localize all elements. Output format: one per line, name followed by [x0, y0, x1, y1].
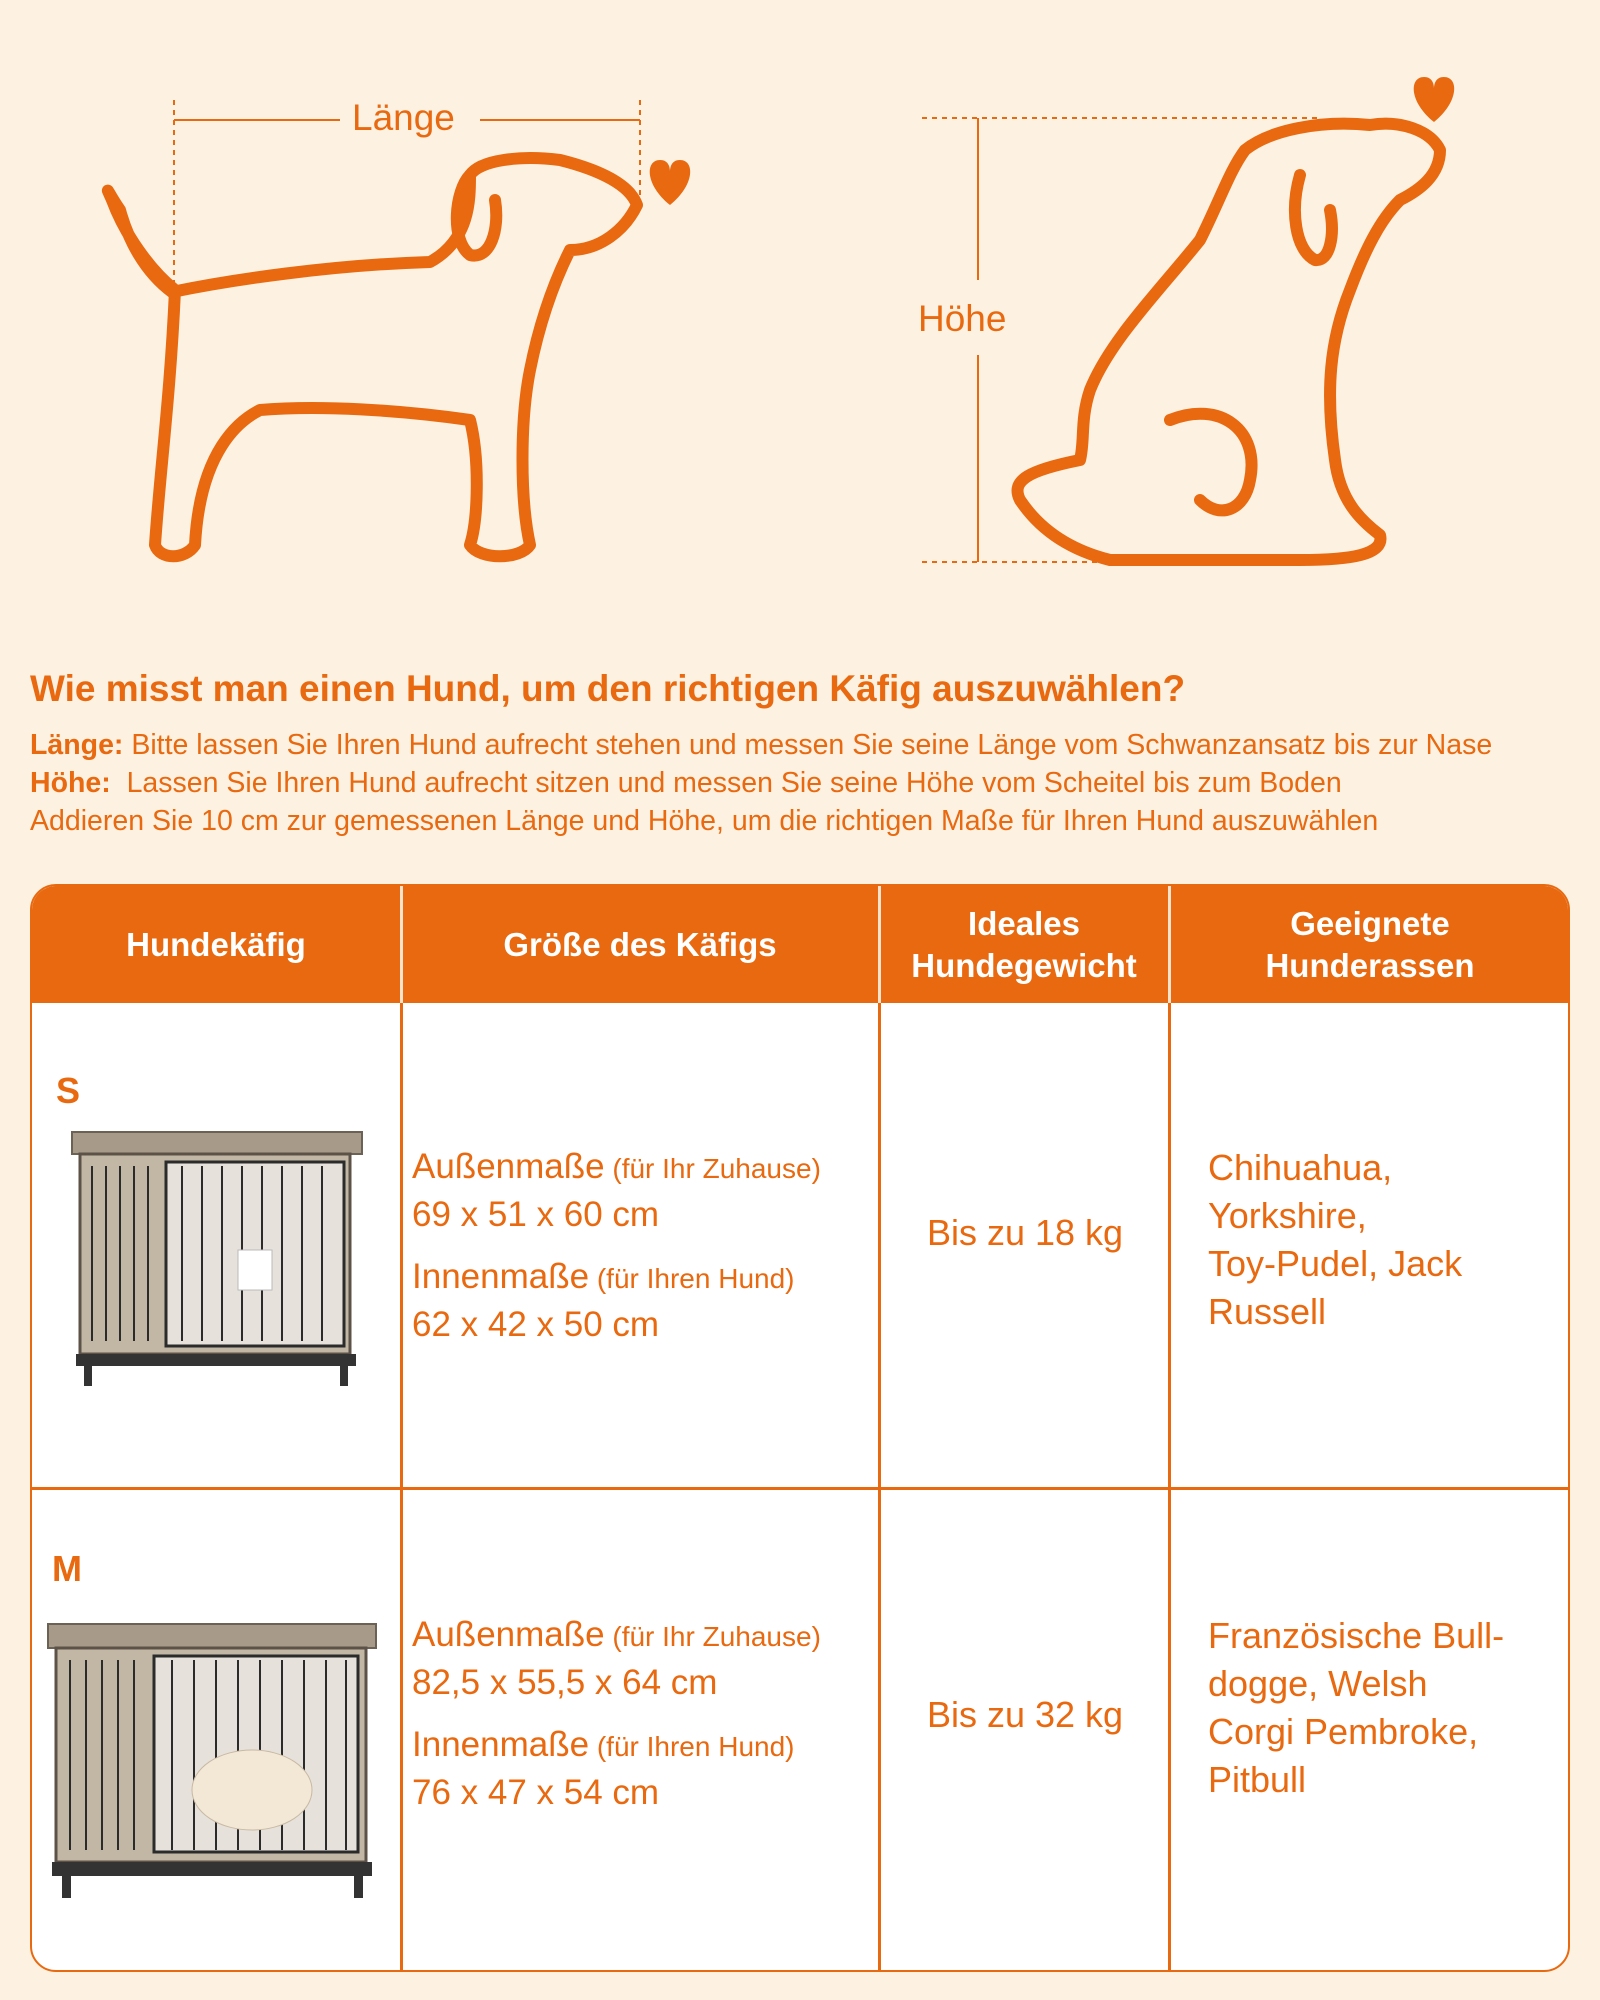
measurement-note: Addieren Sie 10 cm zur gemessenen Länge und Höhe, um die richtigen Maße für Ihren Hund auszuwählen — [30, 805, 1379, 837]
inner-dims-label — [412, 1722, 821, 1770]
size-label-m: M — [52, 1548, 82, 1589]
breed-line: Französische Bull- — [1208, 1615, 1505, 1656]
height-term: Höhe: — [30, 767, 111, 799]
dims-m — [412, 1612, 821, 1816]
height-instruction — [30, 764, 1590, 802]
outer-note: (für Ihr Zuhause) — [604, 1153, 821, 1184]
header-breeds-line1: Geeignete — [1290, 904, 1450, 942]
table-header — [32, 886, 1568, 1003]
row-divider — [32, 1487, 1568, 1490]
standing-dog-ear-icon — [457, 175, 496, 256]
height-text: Lassen Sie Ihren Hund aufrecht sitzen und messen Sie seine Höhe vom Scheitel bis zum Boden — [110, 767, 1342, 799]
inner-dims-value: 62 x 42 x 50 cm — [412, 1305, 660, 1344]
measurement-illustration — [0, 0, 1600, 600]
outer-label: Außenmaße — [412, 1147, 605, 1186]
header-weight — [880, 886, 1168, 1003]
height-label: Höhe — [908, 300, 1016, 337]
breed-line: Russell — [1208, 1291, 1327, 1332]
outer-dims-label — [412, 1612, 821, 1660]
page-heading: Wie misst man einen Hund, um den richtigen Käfig auszuwählen? — [30, 668, 1186, 709]
size-table — [30, 884, 1570, 1972]
standing-dog-icon — [108, 158, 637, 556]
header-breeds-line2: Hunderassen — [1265, 946, 1475, 984]
outer-label: Außenmaße — [412, 1615, 605, 1654]
header-weight-line2: Hundegewicht — [911, 946, 1137, 984]
outer-dims-value: 82,5 x 55,5 x 64 cm — [412, 1663, 718, 1702]
weight-m: Bis zu 32 kg — [926, 1694, 1124, 1735]
breeds-m — [1208, 1612, 1548, 1804]
crate-m-image — [42, 1620, 382, 1920]
header-breeds — [1170, 886, 1570, 1003]
header-divider — [1168, 886, 1171, 1003]
sitting-dog-icon — [1018, 124, 1441, 560]
length-term: Länge: — [30, 729, 124, 761]
weight-s: Bis zu 18 kg — [926, 1212, 1124, 1253]
heart-icon — [1414, 77, 1454, 122]
dog-outline-graphics — [0, 0, 1600, 600]
sitting-dog-leg-icon — [1170, 414, 1252, 511]
breed-line: Chihuahua, — [1208, 1147, 1393, 1188]
inner-dims-label — [412, 1254, 821, 1302]
inner-note: (für Ihren Hund) — [589, 1731, 795, 1762]
measurement-description — [30, 726, 1590, 840]
outer-note: (für Ihr Zuhause) — [604, 1621, 821, 1652]
header-crate: Hundekäfig — [126, 925, 306, 963]
crate-s-image — [62, 1126, 372, 1416]
inner-label: Innenmaße — [412, 1257, 590, 1296]
size-label-s: S — [56, 1070, 81, 1111]
inner-note: (für Ihren Hund) — [589, 1263, 795, 1294]
breed-line: Toy-Pudel, Jack — [1208, 1243, 1463, 1284]
breeds-s — [1208, 1144, 1548, 1336]
sitting-dog-ear-icon — [1295, 175, 1332, 260]
outer-dims-label — [412, 1144, 821, 1192]
length-text: Bitte lassen Sie Ihren Hund aufrecht stehen und messen Sie seine Länge vom Schwanzansatz bis zur Nase — [123, 729, 1493, 761]
inner-dims-value: 76 x 47 x 54 cm — [412, 1773, 660, 1812]
breed-line: Corgi Pembroke, — [1208, 1711, 1479, 1752]
header-divider — [878, 886, 881, 1003]
header-weight-line1: Ideales — [968, 904, 1080, 942]
breed-line: Yorkshire, — [1208, 1195, 1367, 1236]
breed-line: Pitbull — [1208, 1759, 1307, 1800]
dims-s — [412, 1144, 821, 1348]
length-instruction — [30, 726, 1590, 764]
breed-line: dogge, Welsh — [1208, 1663, 1428, 1704]
outer-dims-value: 69 x 51 x 60 cm — [412, 1195, 660, 1234]
inner-label: Innenmaße — [412, 1725, 590, 1764]
header-divider — [400, 886, 403, 1003]
length-label: Länge — [342, 99, 465, 136]
header-size: Größe des Käfigs — [503, 925, 777, 963]
heart-icon — [650, 160, 690, 205]
